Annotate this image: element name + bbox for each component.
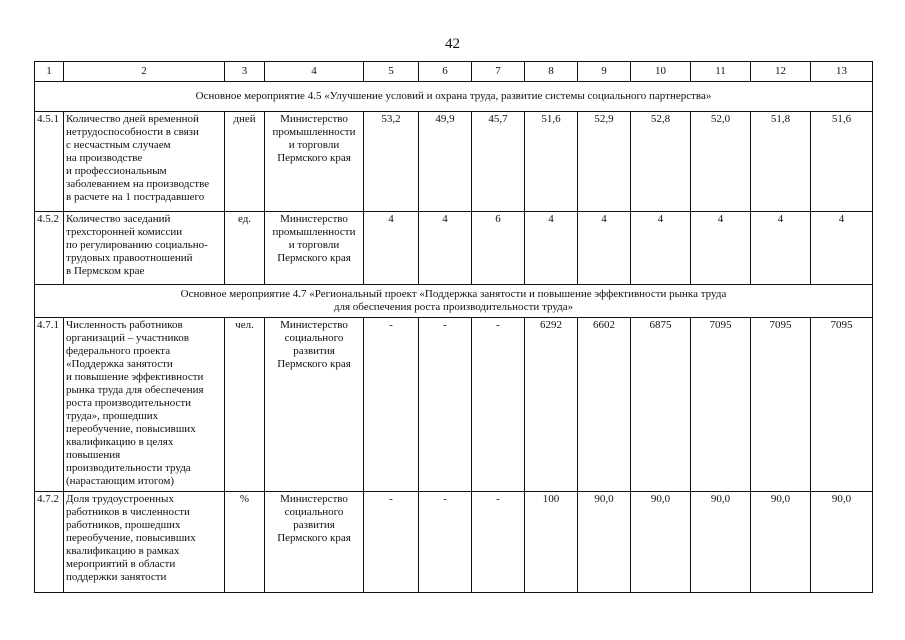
column-number-cell: 4 [265, 62, 364, 82]
table-row [35, 492, 873, 593]
page-number: 42 [445, 36, 460, 52]
value-cell: 6 [472, 212, 525, 285]
column-number-cell: 9 [578, 62, 631, 82]
indicator-name: Количество заседаний трехсторонней комиссии по регулированию социально- трудовых правоотношений в Пермском крае [64, 212, 225, 285]
unit-cell: чел. [225, 318, 265, 492]
column-number-cell: 1 [35, 62, 64, 82]
value-cell: 4 [525, 212, 578, 285]
value-cell: 45,7 [472, 112, 525, 212]
unit-cell: дней [225, 112, 265, 212]
value-cell: 4 [578, 212, 631, 285]
column-number-cell: 13 [811, 62, 873, 82]
unit-cell: % [225, 492, 265, 593]
value-cell: - [364, 492, 419, 593]
value-cell: 90,0 [811, 492, 873, 593]
value-cell: 90,0 [691, 492, 751, 593]
value-cell: 53,2 [364, 112, 419, 212]
value-cell: 51,6 [525, 112, 578, 212]
row-number: 4.7.2 [35, 492, 64, 593]
column-number-cell: 3 [225, 62, 265, 82]
section-title-4-7: Основное мероприятие 4.7 «Региональный проект «Поддержка занятости и повышение эффективности рынка труда для обеспечения роста производительности труда» [35, 285, 873, 318]
column-number-cell: 2 [64, 62, 225, 82]
value-cell: 52,9 [578, 112, 631, 212]
value-cell: 7095 [751, 318, 811, 492]
table-row [35, 212, 873, 285]
value-cell: 100 [525, 492, 578, 593]
value-cell: - [364, 318, 419, 492]
value-cell: 49,9 [419, 112, 472, 212]
indicator-name: Количество дней временной нетрудоспособности в связи с несчастным случаем на производстве и профессиональным заболеванием на производстве в расчете на 1 пострадавшего [64, 112, 225, 212]
value-cell: 6602 [578, 318, 631, 492]
value-cell: 6292 [525, 318, 578, 492]
indicators-table [34, 61, 873, 593]
column-number-cell: 5 [364, 62, 419, 82]
value-cell: 4 [419, 212, 472, 285]
value-cell: 90,0 [578, 492, 631, 593]
value-cell: 52,8 [631, 112, 691, 212]
value-cell: 7095 [691, 318, 751, 492]
value-cell: 90,0 [751, 492, 811, 593]
column-number-cell: 11 [691, 62, 751, 82]
row-number: 4.5.1 [35, 112, 64, 212]
section-row [35, 82, 873, 112]
indicator-name: Доля трудоустроенных работников в численности работников, прошедших переобучение, повысивших квалификацию в рамках мероприятий в области поддержки занятости [64, 492, 225, 593]
value-cell: 52,0 [691, 112, 751, 212]
row-number: 4.7.1 [35, 318, 64, 492]
value-cell: 90,0 [631, 492, 691, 593]
column-number-cell: 8 [525, 62, 578, 82]
section-row [35, 285, 873, 318]
value-cell: 51,6 [811, 112, 873, 212]
unit-cell: ед. [225, 212, 265, 285]
value-cell: - [419, 318, 472, 492]
value-cell: - [472, 492, 525, 593]
column-number-cell: 7 [472, 62, 525, 82]
value-cell: 51,8 [751, 112, 811, 212]
value-cell: - [472, 318, 525, 492]
value-cell: 7095 [811, 318, 873, 492]
value-cell: 6875 [631, 318, 691, 492]
indicator-name: Численность работников организаций – участников федерального проекта «Поддержка занятости и повышение эффективности рынка труда для обеспечения роста производительности труда», прошедших переобучение, повысивших квалификацию в целях повышения производительности труда (нарастающим итогом) [64, 318, 225, 492]
ministry-cell: Министерство промышленности и торговли Пермского края [265, 212, 364, 285]
section-title-4-5: Основное мероприятие 4.5 «Улучшение условий и охрана труда, развитие системы социального партнерства» [35, 82, 873, 112]
value-cell: 4 [631, 212, 691, 285]
table-row [35, 112, 873, 212]
table-row [35, 318, 873, 492]
value-cell: - [419, 492, 472, 593]
ministry-cell: Министерство социального развития Пермского края [265, 318, 364, 492]
value-cell: 4 [751, 212, 811, 285]
column-number-cell: 10 [631, 62, 691, 82]
column-number-row [35, 62, 873, 82]
value-cell: 4 [691, 212, 751, 285]
column-number-cell: 6 [419, 62, 472, 82]
row-number: 4.5.2 [35, 212, 64, 285]
ministry-cell: Министерство социального развития Пермского края [265, 492, 364, 593]
value-cell: 4 [364, 212, 419, 285]
column-number-cell: 12 [751, 62, 811, 82]
ministry-cell: Министерство промышленности и торговли Пермского края [265, 112, 364, 212]
value-cell: 4 [811, 212, 873, 285]
